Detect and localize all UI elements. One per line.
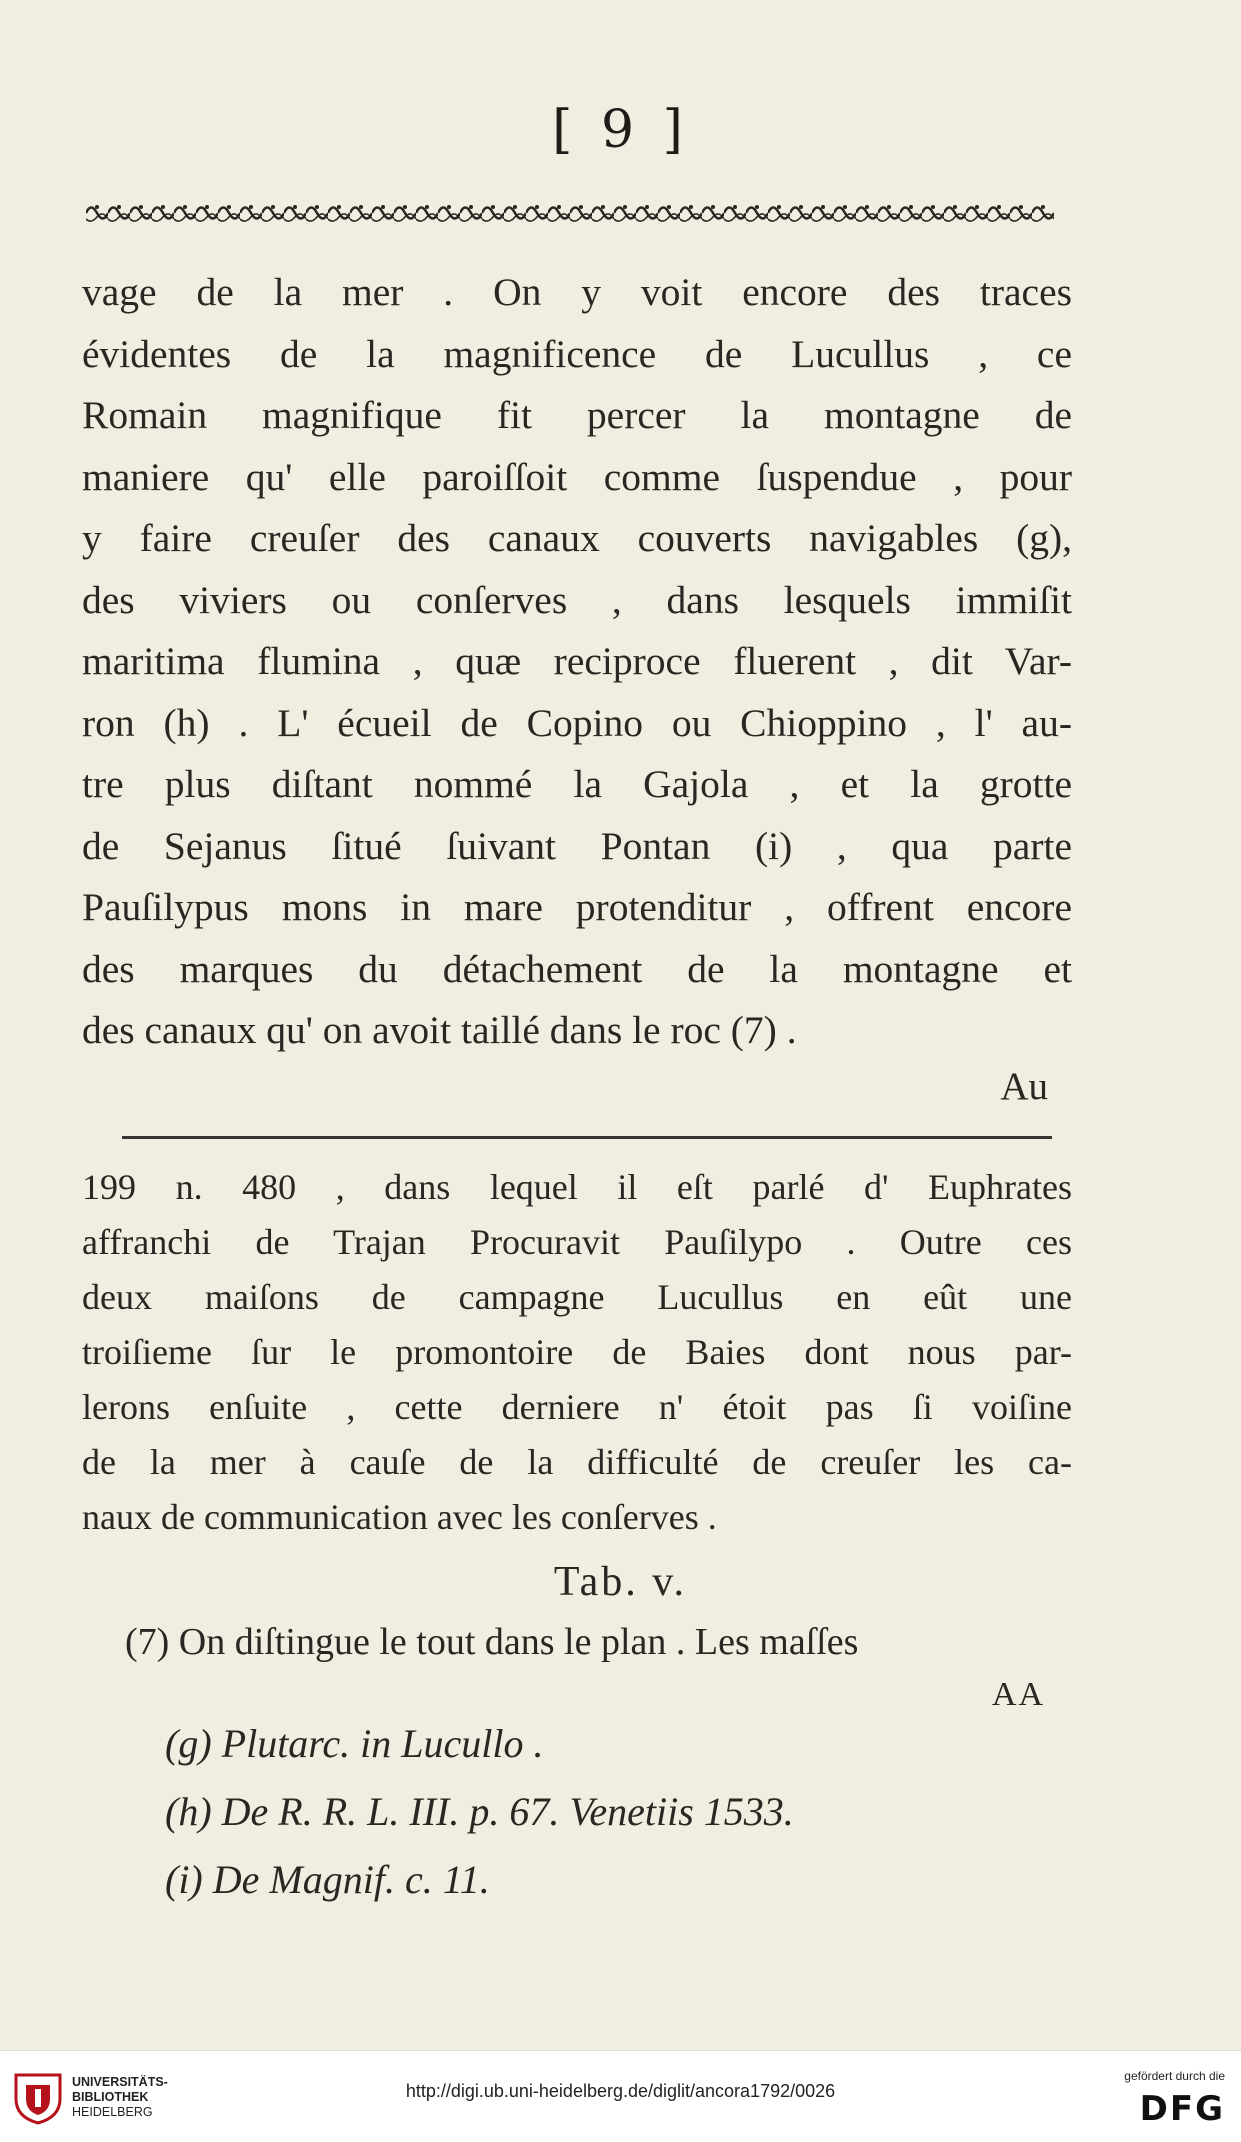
text-line: Romain magnifique fit percer la montagne de <box>82 393 1072 437</box>
note-line: 199 n. 480 , dans lequel il eſt parlé d' Euphrates <box>82 1167 1072 1207</box>
page-number: [ 9 ] <box>552 100 689 160</box>
footnote-ref-i: (i) De Magnif. c. 11. <box>165 1857 490 1902</box>
text-line: des marques du détachement de la montagne et <box>82 946 1072 991</box>
text-line: des canaux qu' on avoit taillé dans le roc (7) . <box>82 1008 797 1052</box>
tab-heading: Tab. v. <box>553 1559 688 1605</box>
institution-line: HEIDELBERG <box>72 2105 153 2119</box>
note-line: deux maiſons de campagne Lucullus en eût une <box>82 1277 1072 1317</box>
text-line: des viviers ou conſerves , dans lesquels immiſit <box>82 577 1072 622</box>
permalink-url[interactable]: http://digi.ub.uni-heidelberg.de/diglit/ancora1792/0026 <box>405 2081 836 2101</box>
footnote-continuation <box>82 1160 1072 1545</box>
text-line: y faire creuſer des canaux couverts navigables (g), <box>82 516 1072 560</box>
catchword: Au <box>1000 1065 1048 1108</box>
footnote-divider <box>122 1136 1052 1139</box>
dfg-logo[interactable]: DFG <box>1139 2089 1225 2129</box>
text-line: évidentes de la magnificence de Lucullus , ce <box>82 331 1072 376</box>
text-line: maritima flumina , quæ reciproce fluerent , dit Var- <box>82 639 1072 683</box>
text-line: maniere qu' elle paroiſſoit comme ſuspendue , pour <box>82 454 1072 499</box>
note-7: (7) On diſtingue le tout dans le plan . Les maſſes <box>125 1621 859 1663</box>
footnote-ref-g: (g) Plutarc. in Lucullo . <box>165 1721 544 1766</box>
text-line: vage de la mer . On y voit encore des traces <box>82 270 1072 314</box>
note-line: naux de communication avec les conſerves . <box>82 1497 717 1537</box>
note-line: lerons enſuite , cette derniere n' étoit pas ſi voiſine <box>82 1387 1072 1427</box>
note-line: de la mer à cauſe de la difficulté de creuſer les ca- <box>82 1442 1072 1482</box>
catchword-2: AA <box>991 1676 1045 1713</box>
footnote-ref-h: (h) De R. R. L. III. p. 67. Venetiis 1533. <box>165 1789 794 1834</box>
text-line: tre plus diſtant nommé la Gajola , et la grotte <box>82 762 1072 806</box>
note-line: troiſieme ſur le promontoire de Baies dont nous par- <box>82 1332 1072 1372</box>
funded-by-label: gefördert durch die <box>1124 2069 1225 2083</box>
main-paragraph <box>82 262 1072 1062</box>
institution-line: UNIVERSITÄTS- <box>72 2075 168 2089</box>
viewer-footer <box>0 2050 1241 2142</box>
note-line: affranchi de Trajan Procuravit Pauſilypo . Outre ces <box>82 1222 1072 1262</box>
decorative-ornament-border <box>86 200 1054 226</box>
institution-line: BIBLIOTHEK <box>72 2090 149 2104</box>
text-line: de Sejanus ſitué ſuivant Pontan (i) , qua parte <box>82 823 1072 868</box>
text-line: ron (h) . L' écueil de Copino ou Chioppino , l' au- <box>82 700 1072 745</box>
text-line: Pauſilypus mons in mare protenditur , offrent encore <box>82 885 1072 929</box>
